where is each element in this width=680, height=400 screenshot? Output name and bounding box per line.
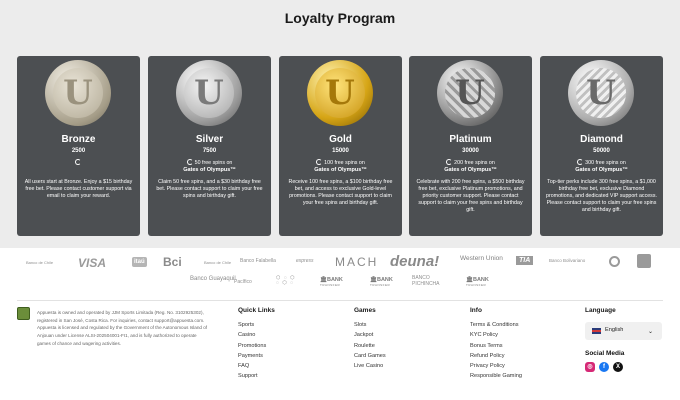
game-name: Gates of Olympus™: [575, 167, 628, 173]
tier-description: All users start at Bronze. Enjoy a $15 birthday free bet. Please contact customer support via email to claim your reward.: [24, 179, 133, 199]
tier-spins: [413, 159, 528, 174]
spin-icon: [446, 159, 452, 165]
bci-logo: Bci: [163, 255, 182, 269]
link-privacy-policy[interactable]: Privacy Policy: [470, 363, 505, 370]
express-logo: express: [296, 258, 314, 264]
deuna-logo: deuna!: [390, 253, 440, 270]
tier-points: 50000: [593, 148, 610, 154]
pacifico-logo: Pacífico: [234, 279, 252, 285]
tier-card-gold: [279, 56, 402, 236]
payment-methods: [0, 248, 680, 296]
link-bonus-terms[interactable]: Bonus Terms: [470, 342, 503, 349]
tier-points: 30000: [462, 148, 479, 154]
banco-de-chile-logo-2: Banco de Chile: [204, 260, 232, 265]
tier-spins: [152, 159, 267, 174]
visa-logo: VISA: [78, 256, 107, 270]
silver-coin-icon: U: [176, 60, 242, 126]
info-title: Info: [470, 307, 482, 314]
link-sports[interactable]: Sports: [238, 322, 255, 328]
tia-logo: TIA: [516, 256, 533, 265]
square-bank-icon: [637, 254, 651, 268]
uk-flag-icon: [592, 328, 601, 334]
quick-links-column: [238, 307, 275, 382]
tier-name: Bronze: [61, 134, 96, 145]
game-name: Gates of Olympus™: [314, 167, 367, 173]
language-column: [585, 307, 616, 320]
info-column: [470, 307, 522, 382]
facebook-icon[interactable]: f: [599, 362, 609, 372]
tier-spins: [21, 159, 136, 167]
itau-logo: itaú: [134, 259, 145, 265]
bank-transfer-sub: TRANSFER: [370, 283, 391, 287]
bronze-coin-icon: U: [45, 60, 111, 126]
link-support[interactable]: Support: [238, 373, 258, 380]
legal-text: Appuesta is owned and operated by JJM Sports Limitada (Reg. No. 3102925302), registered in San José, Costa Rica. For inquiries, contact support@appuesta.com. Appuesta is licensed and regulated by the Government of the Autonomous Island of Anjouan under License ALSI-202504001-FI1, and is fully authorized to operate games of chance and wagering activities.: [37, 310, 208, 346]
spin-icon: [316, 159, 322, 165]
game-name: Gates of Olympus™: [183, 167, 236, 173]
games-title: Games: [354, 307, 376, 314]
spin-icon: [75, 159, 81, 165]
x-icon[interactable]: X: [613, 362, 623, 372]
games-column: [354, 307, 386, 371]
tier-points: 15000: [332, 148, 349, 154]
mach-logo: MACH: [335, 255, 379, 269]
tier-card-silver: [148, 56, 271, 236]
tier-name: Silver: [195, 134, 224, 145]
link-jackpot[interactable]: Jackpot: [354, 332, 374, 339]
link-card-games[interactable]: Card Games: [354, 352, 386, 359]
language-select[interactable]: [585, 322, 662, 340]
link-refund-policy[interactable]: Refund Policy: [470, 352, 505, 359]
tier-card-diamond: [540, 56, 663, 236]
link-casino[interactable]: Casino: [238, 332, 256, 339]
grid-logo-icon: ⬡ ◌ ⬡ ◌ ⬡ ◌: [276, 275, 296, 286]
link-kyc-policy[interactable]: KYC Policy: [470, 332, 498, 339]
banco-bolivariano-logo: Banco Bolivariano: [549, 258, 586, 263]
diamond-coin-icon: U: [568, 60, 634, 126]
spins-text: 50 free spins on: [194, 160, 233, 166]
bank-transfer-logo: 🏛BANK TRANSFER: [320, 277, 343, 287]
link-slots[interactable]: Slots: [354, 322, 367, 328]
link-payments[interactable]: Payments: [238, 352, 263, 359]
link-terms[interactable]: Terms & Conditions: [470, 322, 519, 328]
bank-transfer-logo-2: 🏛BANK TRANSFER: [370, 277, 393, 287]
western-union-logo: Western Union: [460, 255, 503, 262]
tier-description: Claim 50 free spins, and a $30 birthday free bet. Please contact support to claim your free spins and birthday gift.: [156, 179, 263, 199]
link-responsible-gaming[interactable]: Responsible Gaming: [470, 373, 522, 380]
bank-transfer-sub: TRANSFER: [320, 283, 341, 287]
quick-links-title: Quick Links: [238, 307, 275, 314]
tier-points: 2500: [71, 148, 86, 154]
brand-logo-icon[interactable]: [17, 307, 30, 320]
game-name: Gates of Olympus™: [444, 167, 497, 173]
spins-text: 300 free spins on: [585, 160, 626, 166]
instagram-icon[interactable]: ◎: [585, 362, 595, 372]
link-faq[interactable]: FAQ: [238, 363, 250, 370]
chevron-down-icon: ⌄: [647, 329, 653, 335]
tier-description: Receive 100 free spins, a $100 birthday free bet, and access to exclusive Gold-level promotions. Please contact support to claim your free spins and birthday gift.: [288, 179, 393, 206]
banco-falabella-logo: Banco Falabella: [240, 258, 276, 264]
tier-spins: [283, 159, 398, 174]
tier-description: Celebrate with 200 free spins, a $500 birthday free bet, exclusive Platinum promotions, and priority customer support. Please contact support to claim your free spins and birthday gift.: [416, 179, 525, 213]
spin-icon: [577, 159, 583, 165]
language-selected: English: [605, 327, 624, 333]
tier-name: Gold: [329, 134, 352, 145]
banco-de-chile-logo: Banco de Chile: [26, 260, 54, 265]
tier-description: Top-tier perks include 300 free spins, a $1,000 birthday free bet, exclusive Diamond promotions, and dedicated VIP support access. Please contact support to claim your free spins and birthday gift.: [546, 179, 657, 213]
round-bank-icon: [609, 256, 620, 267]
tier-card-bronze: [17, 56, 140, 236]
banco-guayaquil-logo: Banco Guayaquil: [190, 276, 236, 282]
tier-name: Platinum: [449, 134, 492, 145]
platinum-coin-icon: U: [437, 60, 503, 126]
page-title: Loyalty Program: [284, 10, 396, 26]
link-roulette[interactable]: Roulette: [354, 342, 375, 349]
link-promotions[interactable]: Promotions: [238, 342, 267, 349]
tier-points: 7500: [202, 148, 217, 154]
tier-spins: [544, 159, 659, 174]
tier-cards: [17, 56, 663, 236]
spins-text: 200 free spins on: [454, 160, 495, 166]
social-media-title: Social Media: [585, 350, 625, 357]
spin-icon: [187, 159, 193, 165]
bank-transfer-sub: TRANSFER: [466, 283, 487, 287]
banco-pichincha-logo: BANCO PICHINCHA: [412, 275, 440, 287]
spins-text: 100 free spins on: [324, 160, 365, 166]
bank-transfer-logo-3: 🏛BANK TRANSFER: [466, 277, 489, 287]
gold-coin-icon: U: [307, 60, 373, 126]
tier-card-platinum: [409, 56, 532, 236]
link-live-casino[interactable]: Live Casino: [354, 363, 384, 370]
tier-name: Diamond: [580, 134, 623, 145]
language-title: Language: [585, 307, 616, 314]
